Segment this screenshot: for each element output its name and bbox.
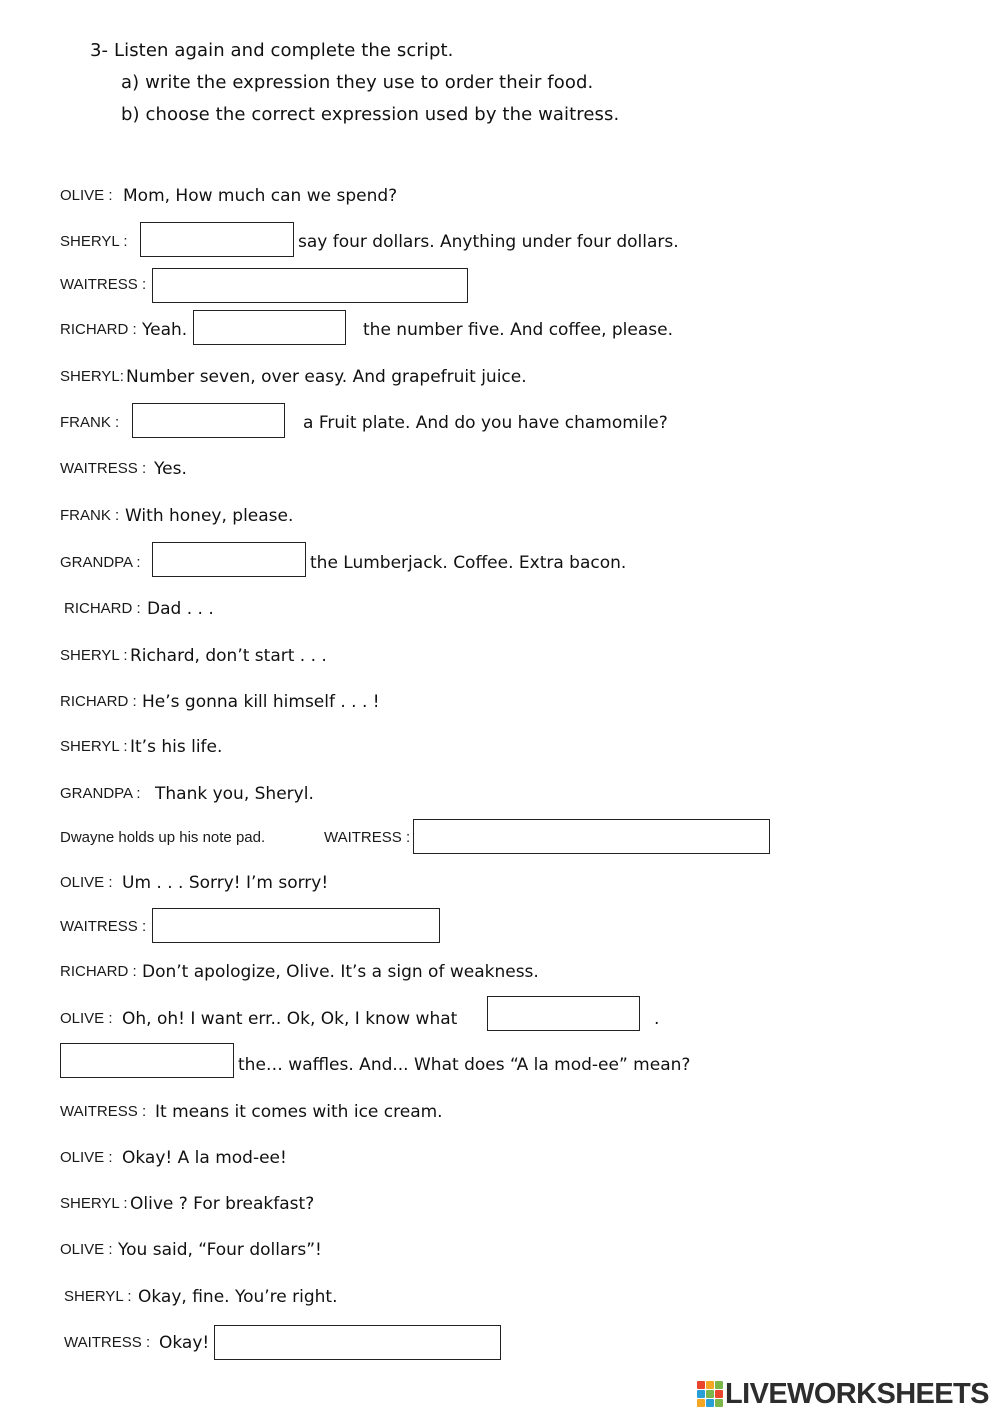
stage-direction: Dwayne holds up his note pad. xyxy=(60,829,266,846)
speaker-label: SHERYL : xyxy=(64,1288,132,1305)
speaker-label: SHERYL : xyxy=(60,738,128,755)
dialogue-text: It’s his life. xyxy=(130,737,223,757)
speaker-label: SHERYL : xyxy=(60,233,128,250)
dialogue-text: Dad . . . xyxy=(147,599,214,619)
dialogue-text: Thank you, Sheryl. xyxy=(155,784,314,804)
speaker-label: SHERYL : xyxy=(60,1195,128,1212)
dialogue-text: Yes. xyxy=(154,459,187,479)
answer-blank-waitress-1[interactable] xyxy=(152,268,468,303)
answer-blank-olive-2[interactable] xyxy=(60,1043,234,1078)
answer-blank-sheryl[interactable] xyxy=(140,222,294,257)
answer-blank-waitress-2[interactable] xyxy=(413,819,770,854)
dialogue-text: It means it comes with ice cream. xyxy=(155,1102,443,1122)
liveworksheets-logo-icon xyxy=(697,1381,723,1407)
dialogue-text: Okay, fine. You’re right. xyxy=(138,1287,338,1307)
speaker-label: OLIVE : xyxy=(60,874,113,891)
speaker-label: WAITRESS : xyxy=(64,1334,151,1351)
instruction-a: a) write the expression they use to order their food. xyxy=(121,72,594,93)
exercise-heading: 3- Listen again and complete the script. xyxy=(90,40,454,61)
dialogue-text-after: . xyxy=(654,1009,660,1029)
speaker-label: FRANK : xyxy=(60,414,120,431)
dialogue-text: the… waffles. And... What does “A la mod-ee” mean? xyxy=(238,1055,691,1075)
answer-blank-olive-1[interactable] xyxy=(487,996,640,1031)
speaker-label: WAITRESS : xyxy=(60,918,147,935)
answer-blank-waitress-3[interactable] xyxy=(152,908,440,943)
answer-blank-richard[interactable] xyxy=(193,310,346,345)
dialogue-text: Don’t apologize, Olive. It’s a sign of weakness. xyxy=(142,962,539,982)
dialogue-text: Olive ? For breakfast? xyxy=(130,1194,315,1214)
speaker-label: RICHARD : xyxy=(60,963,137,980)
dialogue-text: say four dollars. Anything under four dollars. xyxy=(298,232,679,252)
speaker-label: FRANK : xyxy=(60,507,120,524)
speaker-label: OLIVE : xyxy=(60,1241,113,1258)
dialogue-text: Mom, How much can we spend? xyxy=(123,186,398,206)
logo-text: LIVEWORKSHEETS xyxy=(725,1378,989,1410)
dialogue-text: Okay! A la mod-ee! xyxy=(122,1148,287,1168)
speaker-label: RICHARD : xyxy=(60,693,137,710)
dialogue-text: a Fruit plate. And do you have chamomile? xyxy=(303,413,668,433)
instruction-b: b) choose the correct expression used by the waitress. xyxy=(121,104,620,125)
dialogue-text: Okay! xyxy=(159,1333,210,1353)
speaker-label: RICHARD : xyxy=(60,321,137,338)
speaker-label: GRANDPA : xyxy=(60,785,141,802)
dialogue-text: the Lumberjack. Coffee. Extra bacon. xyxy=(310,553,627,573)
answer-blank-frank[interactable] xyxy=(132,403,285,438)
dialogue-text: He’s gonna kill himself . . . ! xyxy=(142,692,380,712)
speaker-label: WAITRESS : xyxy=(60,1103,147,1120)
dialogue-text: Um . . . Sorry! I’m sorry! xyxy=(122,873,329,893)
dialogue-text: Richard, don’t start . . . xyxy=(130,646,327,666)
dialogue-text: Oh, oh! I want err.. Ok, Ok, I know what xyxy=(122,1009,458,1029)
dialogue-text: Number seven, over easy. And grapefruit juice. xyxy=(126,367,527,387)
speaker-label: OLIVE : xyxy=(60,187,113,204)
speaker-label: WAITRESS : xyxy=(60,460,147,477)
dialogue-text: the number five. And coffee, please. xyxy=(363,320,673,340)
speaker-label: WAITRESS : xyxy=(324,829,411,846)
speaker-label: WAITRESS : xyxy=(60,276,147,293)
speaker-label: OLIVE : xyxy=(60,1149,113,1166)
speaker-label: GRANDPA : xyxy=(60,554,141,571)
speaker-label: OLIVE : xyxy=(60,1010,113,1027)
speaker-label: RICHARD : xyxy=(64,600,141,617)
speaker-label: SHERYL: xyxy=(60,368,124,385)
dialogue-text: With honey, please. xyxy=(125,506,294,526)
dialogue-text: You said, “Four dollars”! xyxy=(118,1240,322,1260)
answer-blank-grandpa[interactable] xyxy=(152,542,306,577)
speaker-label: SHERYL : xyxy=(60,647,128,664)
dialogue-text-before: Yeah. xyxy=(142,320,188,340)
answer-blank-waitress-4[interactable] xyxy=(214,1325,501,1360)
